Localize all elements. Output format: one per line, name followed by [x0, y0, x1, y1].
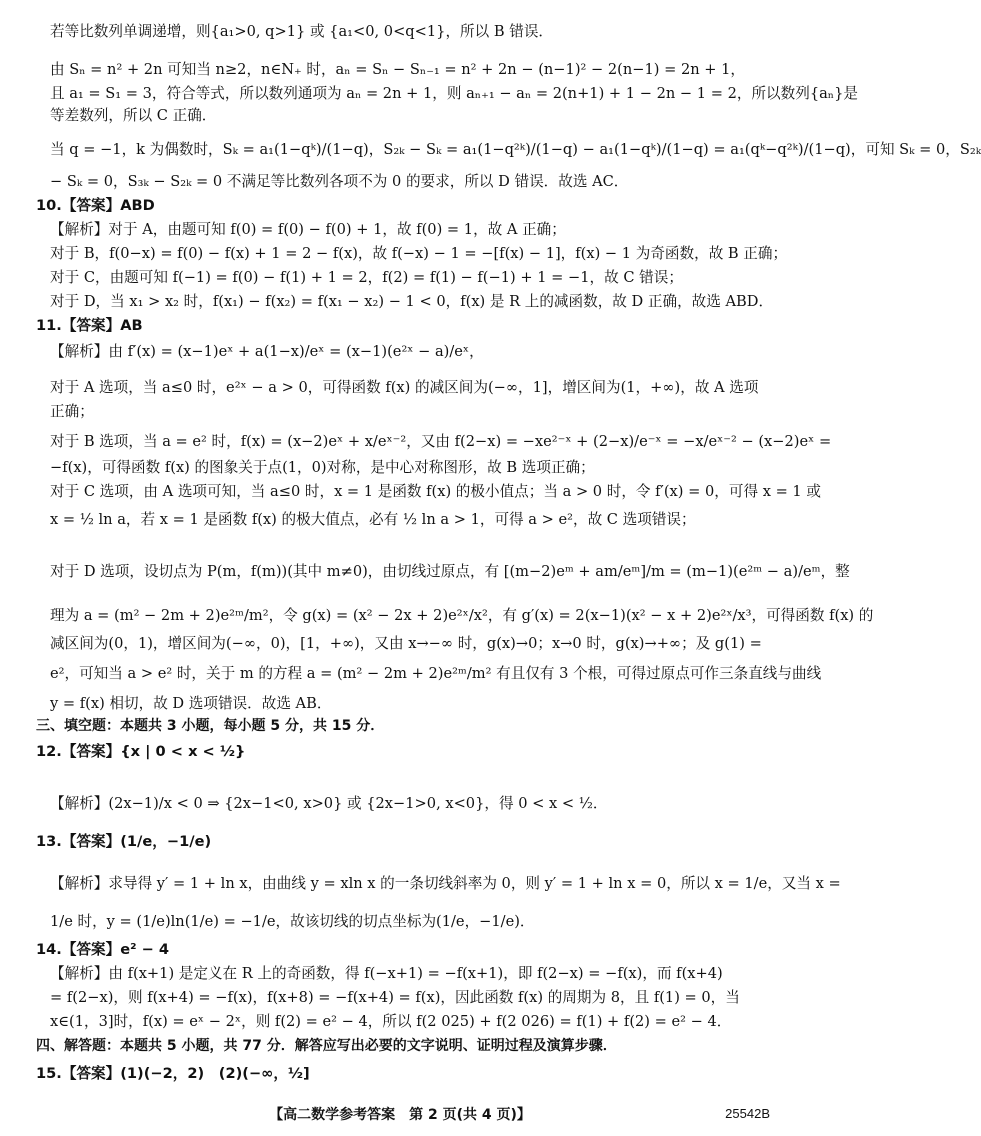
answer-heading: 10.【答案】ABD [36, 197, 155, 214]
text-line: 对于 C 选项，由 A 选项可知，当 a≤0 时，x = 1 是函数 f(x) 的极小值点；当 a > 0 时，令 f′(x) = 0，可得 x = 1 或 [50, 483, 821, 500]
text-line: 对于 B，f(0−x) = f(0) − f(x) + 1 = 2 − f(x)，故 f(−x) − 1 = −[f(x) − 1]，f(x) − 1 为奇函数，故 B 正确； [50, 245, 788, 262]
answer-heading: 14.【答案】e² − 4 [36, 941, 170, 958]
document-code: 25542B [725, 1106, 770, 1121]
text-line: 对于 D 选项，设切点为 P(m，f(m))(其中 m≠0)，由切线过原点，有 [(m−2)eᵐ + am/eᵐ]/m = (m−1)(e²ᵐ − a)/eᵐ，整 [50, 563, 850, 580]
text-line: 【解析】由 f′(x) = (x−1)eˣ + a(1−x)/eˣ = (x−1)(e²ˣ − a)/eˣ， [50, 343, 484, 360]
section-heading: 三、填空题：本题共 3 小题，每小题 5 分，共 15 分． [36, 718, 385, 734]
text-line: 由 Sₙ = n² + 2n 可知当 n≥2，n∈N₊ 时，aₙ = Sₙ − Sₙ₋₁ = n² + 2n − (n−1)² − 2(n−1) = 2n + 1， [50, 61, 746, 78]
text-line: 理为 a = (m² − 2m + 2)e²ᵐ/m²，令 g(x) = (x² − 2x + 2)e²ˣ/x²，有 g′(x) = 2(x−1)(x² − x + 2)e²ˣ/x³，可得函数 f(x) 的 [50, 607, 874, 624]
answer-heading: 15.【答案】(1)(−2，2) (2)(−∞，½] [36, 1065, 310, 1082]
text-line: −f(x)，可得函数 f(x) 的图象关于点(1，0)对称，是中心对称图形，故 B 选项正确； [50, 459, 595, 476]
text-line: 对于 B 选项，当 a = e² 时，f(x) = (x−2)eˣ + x/eˣ⁻²，又由 f(2−x) = −xe²⁻ˣ + (2−x)/e⁻ˣ = −x/eˣ⁻² − (x−2)eˣ = [50, 433, 832, 450]
text-line: 正确； [50, 403, 94, 420]
text-line: 1/e 时，y = (1/e)ln(1/e) = −1/e，故该切线的切点坐标为(1/e，−1/e)． [50, 913, 535, 930]
page-footer: 【高二数学参考答案 第 2 页(共 4 页)】 [269, 1107, 531, 1123]
text-line: y = f(x) 相切，故 D 选项错误．故选 AB． [50, 695, 332, 712]
answer-heading: 11.【答案】AB [36, 317, 143, 334]
answer-heading: 12.【答案】{x | 0 < x < ½} [36, 743, 246, 760]
text-line: = f(2−x)，则 f(x+4) = −f(x)，f(x+8) = −f(x+4) = f(x)，因此函数 f(x) 的周期为 8，且 f(1) = 0，当 [50, 989, 740, 1006]
text-line: − Sₖ = 0，S₃ₖ − S₂ₖ = 0 不满足等比数列各项不为 0 的要求，所以 D 错误．故选 AC． [50, 173, 629, 190]
text-line: 对于 D，当 x₁ > x₂ 时，f(x₁) − f(x₂) = f(x₁ − x₂) − 1 < 0，f(x) 是 R 上的减函数，故 D 正确，故选 ABD． [50, 293, 774, 310]
text-line: x = ½ ln a，若 x = 1 是函数 f(x) 的极大值点，必有 ½ ln a > 1，可得 a > e²，故 C 选项错误； [50, 511, 696, 528]
text-line: 当 q = −1，k 为偶数时，Sₖ = a₁(1−qᵏ)/(1−q)，S₂ₖ − Sₖ = a₁(1−q²ᵏ)/(1−q) − a₁(1−qᵏ)/(1−q) = a₁(qᵏ−q²ᵏ)/(1−q)，可知 Sₖ = 0，S₂ₖ [50, 141, 981, 158]
text-line: 且 a₁ = S₁ = 3，符合等式，所以数列通项为 aₙ = 2n + 1，则 aₙ₊₁ − aₙ = 2(n+1) + 1 − 2n − 1 = 2，所以数列{aₙ}是 [50, 85, 858, 102]
text-line: 减区间为(0，1)，增区间为(−∞，0)，[1，+∞)，又由 x→−∞ 时，g(x)→0；x→0 时，g(x)→+∞；及 g(1) = [50, 635, 762, 652]
answer-heading: 13.【答案】(1/e，−1/e) [36, 833, 212, 850]
text-line: x∈(1，3]时，f(x) = eˣ − 2ˣ，则 f(2) = e² − 4，所以 f(2 025) + f(2 026) = f(1) + f(2) = e² − 4． [50, 1013, 732, 1030]
section-heading: 四、解答题：本题共 5 小题，共 77 分．解答应写出必要的文字说明、证明过程及演算步骤． [36, 1038, 617, 1054]
text-line: 【解析】求导得 y′ = 1 + ln x，由曲线 y = xln x 的一条切线斜率为 0，则 y′ = 1 + ln x = 0，所以 x = 1/e，又当 x = [50, 875, 841, 892]
text-line: e²，可知当 a > e² 时，关于 m 的方程 a = (m² − 2m + 2)e²ᵐ/m² 有且仅有 3 个根，可得过原点可作三条直线与曲线 [50, 665, 822, 682]
text-line: 【解析】(2x−1)/x < 0 ⇒ {2x−1<0, x>0} 或 {2x−1>0, x<0}，得 0 < x < ½． [50, 795, 608, 812]
text-line: 对于 C，由题可知 f(−1) = f(0) − f(1) + 1 = 2，f(2) = f(1) − f(−1) + 1 = −1，故 C 错误； [50, 269, 683, 286]
text-line: 等差数列，所以 C 正确． [50, 107, 217, 124]
text-line: 【解析】由 f(x+1) 是定义在 R 上的奇函数，得 f(−x+1) = −f(x+1)，即 f(2−x) = −f(x)，而 f(x+4) [50, 965, 723, 982]
text-line: 【解析】对于 A，由题可知 f(0) = f(0) − f(0) + 1，故 f(0) = 1，故 A 正确； [50, 221, 566, 238]
text-line: 若等比数列单调递增，则{a₁>0, q>1} 或 {a₁<0, 0<q<1}，所以 B 错误． [50, 23, 554, 40]
text-line: 对于 A 选项，当 a≤0 时，e²ˣ − a > 0，可得函数 f(x) 的减区间为(−∞，1]，增区间为(1，+∞)，故 A 选项 [50, 379, 759, 396]
